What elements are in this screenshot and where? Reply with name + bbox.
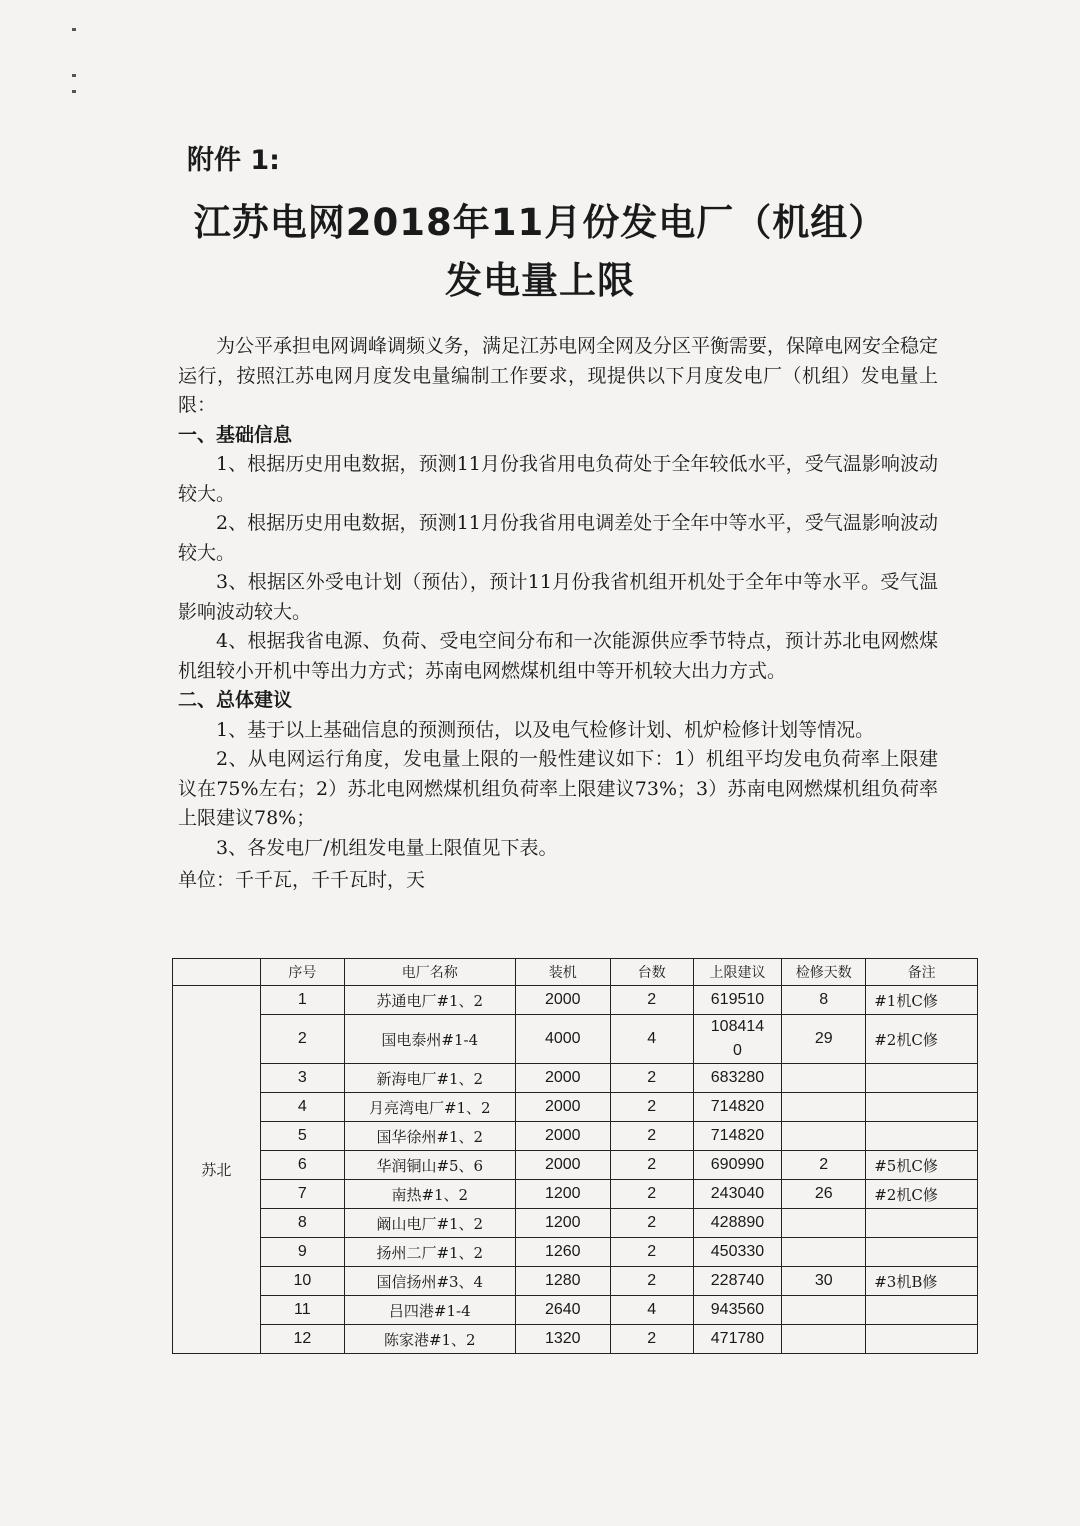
remark-cell — [866, 1238, 978, 1267]
remark-cell: #1机C修 — [866, 986, 978, 1015]
region-cell: 苏北 — [173, 986, 261, 1354]
row-index-cell: 9 — [260, 1238, 344, 1267]
unit-count-cell: 2 — [610, 1064, 693, 1093]
column-header: 备注 — [866, 959, 978, 986]
column-header: 台数 — [610, 959, 693, 986]
unit-count-cell: 4 — [610, 1296, 693, 1325]
plant-name-cell: 月亮湾电厂#1、2 — [344, 1093, 515, 1122]
maintenance-days-cell — [782, 1064, 866, 1093]
column-header: 装机 — [515, 959, 610, 986]
plant-name-cell: 新海电厂#1、2 — [344, 1064, 515, 1093]
paragraph: 2、从电网运行角度，发电量上限的一般性建议如下：1）机组平均发电负荷率上限建议在75%左右；2）苏北电网燃煤机组负荷率上限建议73%；3）苏南电网燃煤机组负荷率上限建议78%； — [178, 748, 938, 829]
remark-cell: #3机B修 — [866, 1267, 978, 1296]
unit-count-cell: 2 — [610, 1151, 693, 1180]
row-index-cell: 6 — [260, 1151, 344, 1180]
limit-cell: 228740 — [693, 1267, 782, 1296]
paragraph: 2、根据历史用电数据，预测11月份我省用电调差处于全年中等水平，受气温影响波动较大。 — [178, 512, 938, 564]
limit-cell: 943560 — [693, 1296, 782, 1325]
capacity-cell: 2000 — [515, 1064, 610, 1093]
paragraph: 4、根据我省电源、负荷、受电空间分布和一次能源供应季节特点，预计苏北电网燃煤机组较小开机中等出力方式；苏南电网燃煤机组中等开机较大出力方式。 — [178, 630, 938, 682]
maintenance-days-cell: 29 — [782, 1015, 866, 1064]
row-index-cell: 10 — [260, 1267, 344, 1296]
limit-cell: 471780 — [693, 1325, 782, 1354]
remark-cell — [866, 1325, 978, 1354]
maintenance-days-cell — [782, 1238, 866, 1267]
scan-mark — [72, 28, 76, 31]
limit-cell: 690990 — [693, 1151, 782, 1180]
row-index-cell: 5 — [260, 1122, 344, 1151]
unit-count-cell: 2 — [610, 1180, 693, 1209]
capacity-cell: 4000 — [515, 1015, 610, 1064]
column-header: 电厂名称 — [344, 959, 515, 986]
maintenance-days-cell: 8 — [782, 986, 866, 1015]
capacity-cell: 2000 — [515, 1151, 610, 1180]
scan-mark — [72, 74, 76, 77]
table-row — [173, 986, 978, 1015]
plant-name-cell: 苏通电厂#1、2 — [344, 986, 515, 1015]
remark-cell: #5机C修 — [866, 1151, 978, 1180]
paragraph: 1、根据历史用电数据，预测11月份我省用电负荷处于全年较低水平，受气温影响波动较大。 — [178, 453, 938, 505]
plant-name-cell: 陈家港#1、2 — [344, 1325, 515, 1354]
remark-cell: #2机C修 — [866, 1015, 978, 1064]
capacity-cell: 1320 — [515, 1325, 610, 1354]
capacity-cell: 1280 — [515, 1267, 610, 1296]
unit-count-cell: 4 — [610, 1015, 693, 1064]
column-header — [173, 959, 261, 986]
plant-name-cell: 南热#1、2 — [344, 1180, 515, 1209]
remark-cell — [866, 1209, 978, 1238]
maintenance-days-cell — [782, 1209, 866, 1238]
unit-count-cell: 2 — [610, 986, 693, 1015]
remark-cell — [866, 1296, 978, 1325]
table-row — [173, 1296, 978, 1325]
limit-cell: 619510 — [693, 986, 782, 1015]
plant-name-cell: 阚山电厂#1、2 — [344, 1209, 515, 1238]
maintenance-days-cell — [782, 1122, 866, 1151]
maintenance-days-cell: 2 — [782, 1151, 866, 1180]
limit-cell: 428890 — [693, 1209, 782, 1238]
column-header: 检修天数 — [782, 959, 866, 986]
paragraph: 3、各发电厂/机组发电量上限值见下表。 — [216, 836, 558, 859]
row-index-cell: 3 — [260, 1064, 344, 1093]
limit-cell: 714820 — [693, 1122, 782, 1151]
limit-value: 1084140 — [710, 1018, 765, 1059]
document-title-line2: 发电量上限 — [445, 259, 635, 302]
table-row — [173, 1180, 978, 1209]
remark-cell — [866, 1064, 978, 1093]
document-body — [178, 332, 938, 896]
capacity-cell: 2000 — [515, 1122, 610, 1151]
plant-name-cell: 国电泰州#1-4 — [344, 1015, 515, 1064]
table-row — [173, 1122, 978, 1151]
table-row — [173, 1064, 978, 1093]
plant-name-cell: 国信扬州#3、4 — [344, 1267, 515, 1296]
maintenance-days-cell: 30 — [782, 1267, 866, 1296]
row-index-cell: 8 — [260, 1209, 344, 1238]
unit-count-cell: 2 — [610, 1209, 693, 1238]
row-index-cell: 11 — [260, 1296, 344, 1325]
document-title: 江苏电网2018年11月份发电厂（机组） — [193, 201, 887, 244]
maintenance-days-cell — [782, 1093, 866, 1122]
table-row — [173, 1267, 978, 1296]
intro-paragraph: 为公平承担电网调峰调频义务，满足江苏电网全网及分区平衡需要，保障电网安全稳定运行，按照江苏电网月度发电量编制工作要求，现提供以下月度发电厂（机组）发电量上限： — [178, 335, 939, 416]
table-row — [173, 1209, 978, 1238]
capacity-cell: 1200 — [515, 1209, 610, 1238]
table-header-row — [173, 959, 978, 986]
table-row — [173, 1325, 978, 1354]
section-heading: 二、总体建议 — [178, 689, 293, 711]
maintenance-days-cell — [782, 1296, 866, 1325]
table-row — [173, 1238, 978, 1267]
paragraph: 3、根据区外受电计划（预估），预计11月份我省机组开机处于全年中等水平。受气温影响波动较大。 — [178, 571, 938, 623]
remark-cell — [866, 1093, 978, 1122]
capacity-cell: 1200 — [515, 1180, 610, 1209]
plant-name-cell: 国华徐州#1、2 — [344, 1122, 515, 1151]
unit-count-cell: 2 — [610, 1325, 693, 1354]
row-index-cell: 7 — [260, 1180, 344, 1209]
generation-limit-table — [172, 958, 978, 1354]
capacity-cell: 2640 — [515, 1296, 610, 1325]
unit-count-cell: 2 — [610, 1267, 693, 1296]
row-index-cell: 4 — [260, 1093, 344, 1122]
attachment-label: 附件 1: — [187, 145, 280, 176]
limit-cell: 243040 — [693, 1180, 782, 1209]
table-row — [173, 1015, 978, 1064]
column-header: 序号 — [260, 959, 344, 986]
plant-name-cell: 扬州二厂#1、2 — [344, 1238, 515, 1267]
capacity-cell: 1260 — [515, 1238, 610, 1267]
row-index-cell: 1 — [260, 986, 344, 1015]
limit-cell — [693, 1015, 782, 1064]
plant-name-cell: 吕四港#1-4 — [344, 1296, 515, 1325]
limit-cell: 450330 — [693, 1238, 782, 1267]
plant-name-cell: 华润铜山#5、6 — [344, 1151, 515, 1180]
table-row — [173, 1151, 978, 1180]
limit-cell: 683280 — [693, 1064, 782, 1093]
unit-note: 单位：千千瓦，千千瓦时，天 — [178, 869, 426, 891]
unit-count-cell: 2 — [610, 1238, 693, 1267]
scan-mark — [72, 90, 76, 93]
limit-cell: 714820 — [693, 1093, 782, 1122]
unit-count-cell: 2 — [610, 1093, 693, 1122]
paragraph: 1、基于以上基础信息的预测预估，以及电气检修计划、机炉检修计划等情况。 — [216, 718, 875, 741]
maintenance-days-cell — [782, 1325, 866, 1354]
maintenance-days-cell: 26 — [782, 1180, 866, 1209]
column-header: 上限建议 — [693, 959, 782, 986]
table-row — [173, 1093, 978, 1122]
capacity-cell: 2000 — [515, 986, 610, 1015]
row-index-cell: 12 — [260, 1325, 344, 1354]
section-heading: 一、基础信息 — [178, 423, 293, 446]
remark-cell: #2机C修 — [866, 1180, 978, 1209]
row-index-cell: 2 — [260, 1015, 344, 1064]
capacity-cell: 2000 — [515, 1093, 610, 1122]
unit-count-cell: 2 — [610, 1122, 693, 1151]
remark-cell — [866, 1122, 978, 1151]
